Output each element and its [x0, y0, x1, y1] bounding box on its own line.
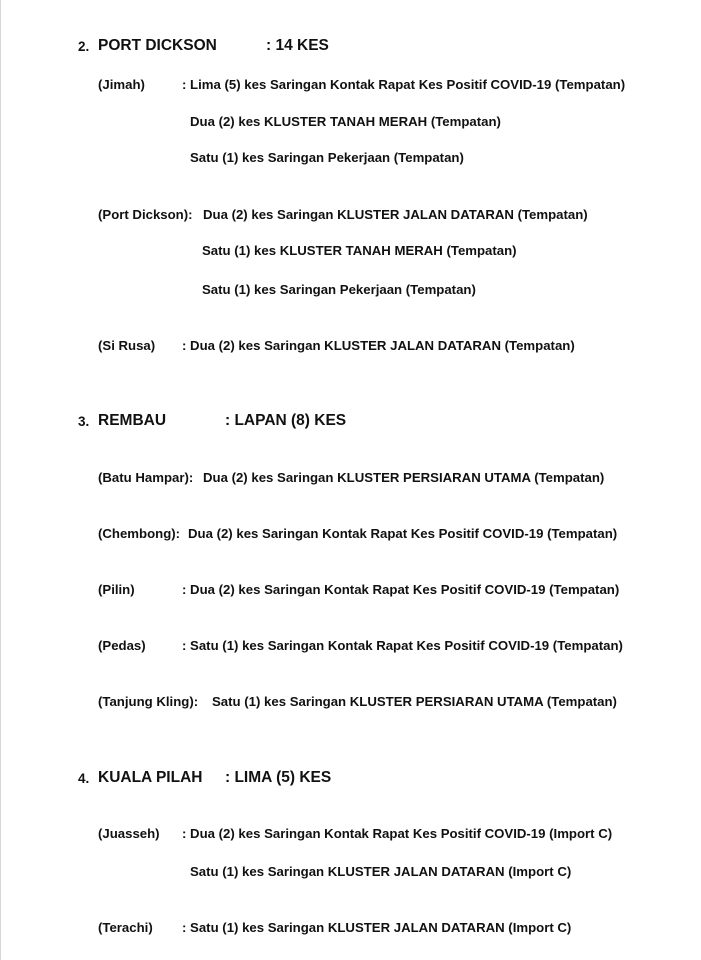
area-label: (Terachi)	[98, 920, 153, 935]
case-line: Dua (2) kes Saringan KLUSTER PERSIARAN UTAMA (Tempatan)	[203, 470, 605, 485]
area-label: (Pedas)	[98, 638, 146, 653]
case-line: : Dua (2) kes Saringan KLUSTER JALAN DATARAN (Tempatan)	[182, 338, 575, 353]
district-name: REMBAU	[98, 412, 167, 429]
case-line: Satu (1) kes Saringan KLUSTER PERSIARAN UTAMA (Tempatan)	[212, 694, 617, 709]
case-line: : Dua (2) kes Saringan Kontak Rapat Kes Positif COVID-19 (Tempatan)	[182, 582, 620, 597]
area-label: (Juasseh)	[98, 826, 160, 841]
area-label: (Jimah)	[98, 77, 145, 92]
area-label: (Chembong):	[98, 526, 181, 541]
case-line: : Satu (1) kes Saringan Kontak Rapat Kes Positif COVID-19 (Tempatan)	[182, 638, 623, 653]
district-total: : LAPAN (8) KES	[225, 412, 347, 429]
case-line: Satu (1) kes KLUSTER TANAH MERAH (Tempatan)	[202, 243, 517, 258]
case-line: Dua (2) kes Saringan KLUSTER JALAN DATARAN (Tempatan)	[203, 207, 588, 222]
case-line: Dua (2) kes KLUSTER TANAH MERAH (Tempatan)	[190, 114, 501, 129]
case-line: Satu (1) kes Saringan KLUSTER JALAN DATARAN (Import C)	[190, 864, 572, 879]
case-line: : Lima (5) kes Saringan Kontak Rapat Kes Positif COVID-19 (Tempatan)	[182, 77, 626, 92]
case-line: Dua (2) kes Saringan Kontak Rapat Kes Positif COVID-19 (Tempatan)	[188, 526, 618, 541]
area-label: (Pilin)	[98, 582, 135, 597]
section-number: 2.	[78, 39, 90, 54]
area-label: (Si Rusa)	[98, 338, 156, 353]
case-line: : Satu (1) kes Saringan KLUSTER JALAN DATARAN (Import C)	[182, 920, 572, 935]
section-number: 3.	[78, 414, 90, 429]
district-name: PORT DICKSON	[98, 37, 217, 54]
case-line: Satu (1) kes Saringan Pekerjaan (Tempatan)	[190, 150, 464, 165]
area-label: (Port Dickson):	[98, 207, 193, 222]
area-label: (Batu Hampar):	[98, 470, 194, 485]
district-total: : 14 KES	[266, 37, 329, 54]
case-line: Satu (1) kes Saringan Pekerjaan (Tempatan)	[202, 282, 476, 297]
district-total: : LIMA (5) KES	[225, 769, 332, 786]
area-label: (Tanjung Kling):	[98, 694, 199, 709]
district-name: KUALA PILAH	[98, 769, 203, 786]
section-number: 4.	[78, 771, 90, 786]
case-line: : Dua (2) kes Saringan Kontak Rapat Kes Positif COVID-19 (Import C)	[182, 826, 613, 841]
